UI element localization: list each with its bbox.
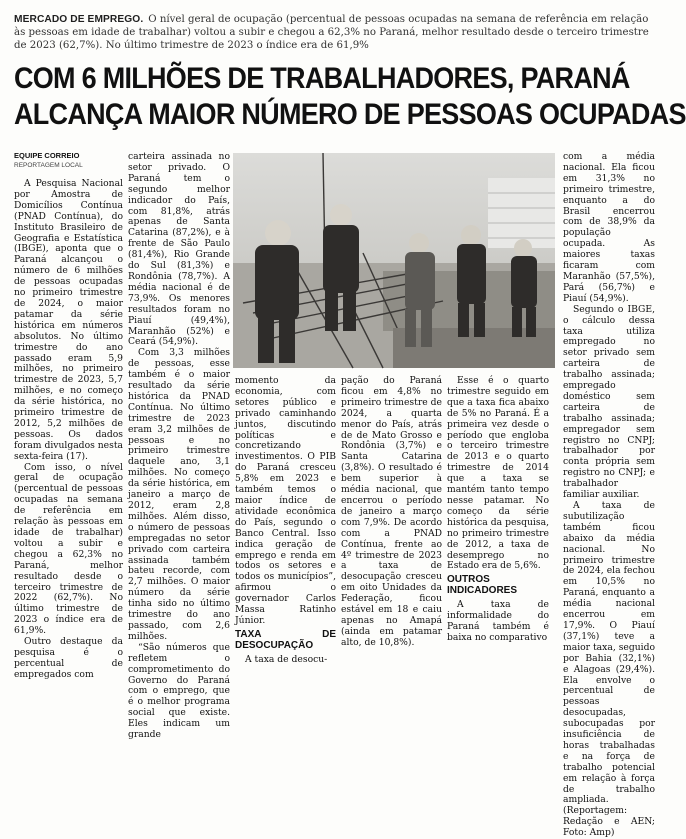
paragraph: Esse é o quarto trimestre seguido em que a taxa fica abaixo de 5% no Paraná. É a primeira vez desde o período que engloba o terceiro trimestre de 2013 e o quarto trimestre de 2014 que a taxa se mantém tanto tempo nesse patamar. No começo da série histórica da pesquisa, no primeiro trimestre de 2012, a taxa de desemprego no Estado era de 5,6%. [447, 375, 549, 572]
paragraph: A Pesquisa Nacional por Amostra de Domicílios Contínua (PNAD Contínua), do Instituto Brasileiro de Geografia e Estatística (IBGE), aponta que o Paraná alcançou o número de 6 milhões de pessoas ocupadas no primeiro trimestre de 2024, o maior patamar da série histórica em números absolutos. No último trimestre do ano passado eram 5,9 milhões, no primeiro trimestre de 2023, 5,7 milhões, e no começo da série histórica, no primeiro trimestre de 2012, 5,2 milhões de pessoas. Os dados foram divulgados nesta sexta-feira (17). [14, 178, 123, 462]
paragraph: “São números que refletem o comprometimento do Governo do Paraná com o emprego, que é o melhor programa social que existe. Eles indicam um grande [128, 641, 230, 741]
paragraph: A taxa de desocu- [245, 653, 328, 665]
summary-text: O nível geral de ocupação (percentual de pessoas ocupadas na semana de referência em relação às pessoas em idade de trabalhar) voltou a subir e chegou a 62,3% no Paraná, melhor resultado desde o terceiro trimestre de 2023 (62,7%). No último trimestre de 2023 o índice era de 61,9% [14, 14, 649, 51]
paragraph: com a média nacional. Ela ficou em 31,3% no primeiro trimestre, enquanto a do Brasil encerrou com de 38,9% da população ocupada. As maiores taxas ficaram com Maranhão (57,5%), Pará (56,7%) e Piauí (54,9%). [563, 151, 655, 304]
article-column-4 [341, 375, 442, 648]
article-column-2 [128, 151, 230, 741]
article-column-1 [14, 178, 123, 680]
byline [14, 151, 124, 170]
photo-illustration [233, 153, 555, 368]
summary-strip [14, 13, 654, 52]
byline-role: REPORTAGEM LOCAL [14, 162, 83, 169]
headline-line-2: ALCANÇA MAIOR NÚMERO DE PESSOAS OCUPADAS [14, 98, 686, 131]
article-column-5 [447, 375, 549, 644]
paragraph: carteira assinada no setor privado. O Paraná tem o segundo melhor indicador do País, com 81,8%, atrás apenas de Santa Catarina (87,2%), e à frente de São Paulo (81,4%), Rio Grande do Sul (81,3%) e Rondônia (78,7%). A média nacional é de 73,9%. Os menores resultados foram no Piauí (49,4%), Maranhão (52%) e Ceará (54,9%). [128, 151, 230, 348]
paragraph: Outro destaque da pesquisa é o percentual de empregados com [14, 636, 123, 680]
paragraph: pação do Paraná ficou em 4,8% no primeiro trimestre de 2024, a quarta menor do País, atrás de de Mato Grosso e Rondônia (3,7%) e Santa Catarina (3,8%). O resultado é bem superior à média nacional, que encerrou o período de janeiro a março com 7,9%. De acordo com a PNAD Contínua, frente ao 4º trimestre de 2023 a taxa de desocupação cresceu em oito Unidades da Federação, ficou estável em 18 e caiu apenas no Amapá (ainda em patamar alto, de 10,8%). [341, 375, 442, 648]
byline-author: EQUIPE CORREIO [14, 151, 80, 160]
section-heading-other-indicators: OUTROS INDICADORES [447, 574, 518, 597]
summary-kicker: MERCADO DE EMPREGO. [14, 14, 144, 25]
paragraph: A taxa de informalidade do Paraná também é baixa no comparativo [447, 599, 549, 644]
paragraph: momento da economia, com setores público e privado caminhando juntos, discutindo políticas e concretizando investimentos. O PIB do Paraná cresceu 5,8% em 2023 e também temos o maior índice de atividade econômica do País, segundo o Banco Central. Isso indica geração de emprego e renda em todos os setores e todos os municípios”, afirmou o governador Carlos Massa Ratinho Júnior. [235, 375, 336, 626]
section-heading-unemployment: TAXA DE DESOCUPAÇÃO [235, 628, 336, 651]
construction-workers-photo [233, 153, 555, 368]
article-column-6 [563, 151, 655, 839]
headline [14, 61, 686, 133]
paragraph: Com isso, o nível geral de ocupação (percentual de pessoas ocupadas na semana de referência em relação às pessoas em idade de trabalhar) voltou a subir e chegou a 62,3% no Paraná, melhor resultado desde o terceiro trimestre de 2022 (62,7%). No último trimestre de 2023 o índice era de 61,9%. [14, 461, 123, 637]
article-column-3 [235, 375, 336, 665]
headline-line-1: COM 6 MILHÕES DE TRABALHADORES, PARANÁ [14, 62, 630, 95]
paragraph: A taxa de subutilização também ficou abaixo da média nacional. No primeiro trimestre de 2024, ela fechou em 10,5% no Paraná, enquanto a média nacional encerrou em 17,9%. O Piauí (37,1%) teve a maior taxa, seguido por Bahia (32,1%) e Alagoas (29,4%). Ela envolve o percentual de pessoas desocupadas, subocupadas por insuficiência de horas trabalhadas e na força de trabalho potencial em relação à força de trabalho ampliada. (Reportagem: Redação e AEN; Foto: Amp) [563, 500, 655, 839]
paragraph: Com 3,3 milhões de pessoas, esse também é o maior resultado da série histórica da PNAD Contínua. No último trimestre de 2023 eram 3,2 milhões de pessoas e no primeiro trimestre daquele ano, 3,1 milhões. No começo da série histórica, em janeiro a março de 2012, eram 2,8 milhões. Além disso, o número de pessoas empregadas no setor privado com carteira assinada também bateu recorde, com 2,7 milhões. O maior número da série tinha sido no último trimestre do ano passado, com 2,6 milhões. [128, 347, 230, 642]
paragraph: Segundo o IBGE, o cálculo dessa taxa utiliza empregado no setor privado sem carteira de trabalho assinada; empregado doméstico sem carteira de trabalho assinada; empregador sem registro no CNPJ; trabalhador por conta própria sem registro no CNPJ; e trabalhador familiar auxiliar. [563, 303, 655, 501]
